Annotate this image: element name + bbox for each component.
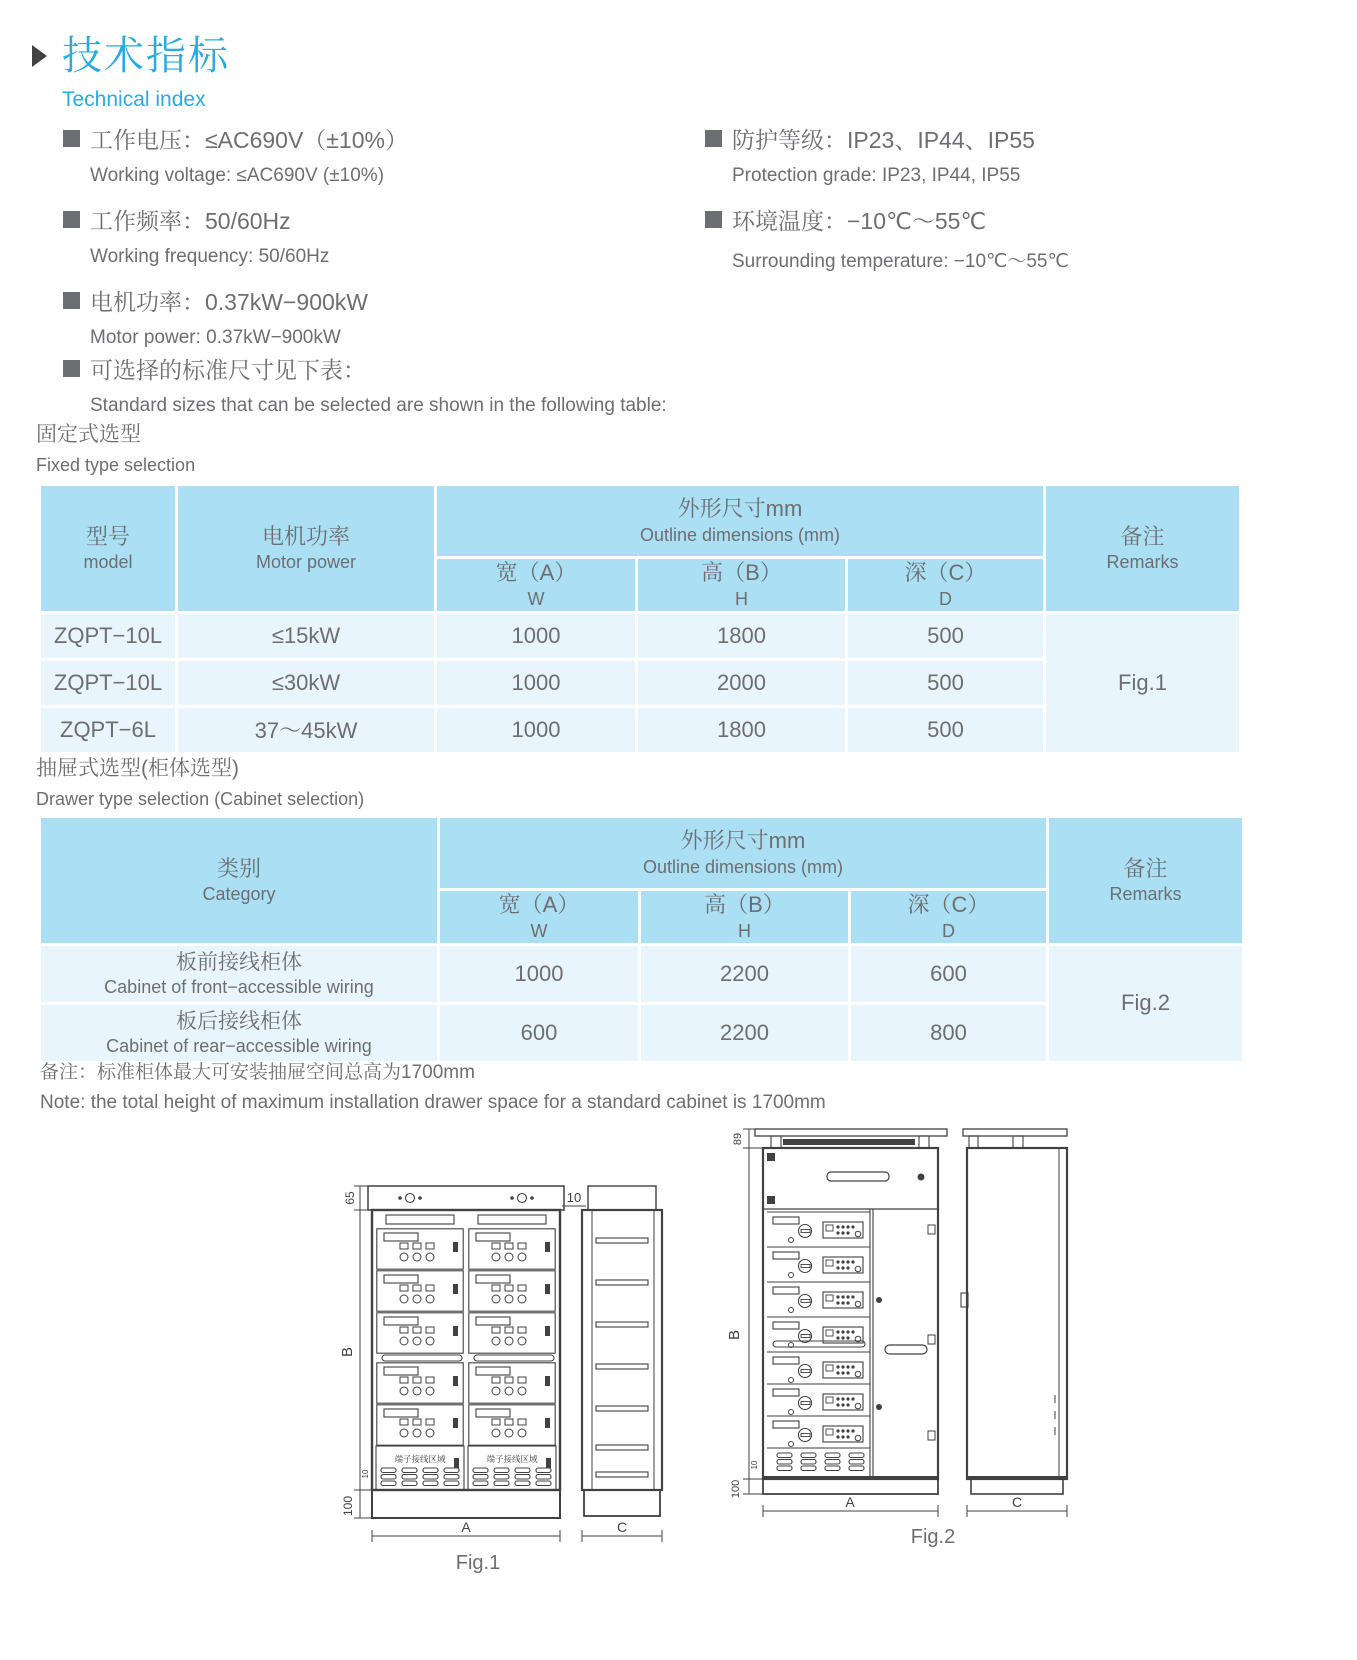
header-en: D [939, 588, 952, 609]
cabinet-side-view [582, 1186, 662, 1516]
table-header-row [41, 818, 1242, 888]
fig2-caption: Fig.2 [910, 1526, 956, 1548]
cell-height: 1800 [638, 708, 845, 752]
col-header-motor-power [178, 486, 434, 611]
fig1-caption: Fig.1 [455, 1552, 501, 1574]
dimension-annotations [726, 1129, 1067, 1517]
square-bullet-icon [63, 130, 80, 147]
table-header-row [41, 486, 1239, 556]
header-zh: 类别 [216, 855, 261, 881]
cell-height: 1800 [638, 614, 845, 658]
spec-en-text: Surrounding temperature: −10℃～55℃ [732, 251, 1069, 272]
col-header-remarks [1049, 818, 1242, 943]
section-title-en: Fixed type selection [36, 455, 196, 475]
header-en: W [527, 588, 545, 609]
cell-power: ≤15kW [178, 614, 434, 658]
square-bullet-icon [63, 211, 80, 228]
section-title-zh: 固定式选型 [36, 423, 141, 446]
dim-height-B: B [726, 1329, 743, 1341]
cabinet-door-panel [876, 1225, 935, 1440]
dim-width-A: A [461, 1519, 471, 1535]
spec-en-text: Working frequency: 50/60Hz [90, 246, 330, 267]
cell-remark: Fig.2 [1049, 946, 1242, 1061]
col-header-outline-dimensions [437, 486, 1043, 556]
category-en: Cabinet of rear−accessible wiring [106, 1035, 372, 1056]
col-header-width [437, 559, 635, 611]
col-header-height [641, 891, 848, 943]
header-en: Outline dimensions (mm) [642, 856, 844, 877]
header-zh: 高（B） [701, 560, 782, 585]
col-header-model [41, 486, 175, 611]
header-en: H [738, 920, 751, 941]
spec-zh-text: 工作频率：50/60Hz [90, 208, 291, 234]
cell-width: 1000 [437, 661, 635, 705]
dim-gap-10: 10 [566, 1190, 582, 1205]
spec-en-text: Standard sizes that can be selected are shown in the following table: [90, 395, 667, 416]
cell-depth: 500 [848, 614, 1043, 658]
spec-standard-sizes [63, 352, 667, 417]
spec-zh-text: 防护等级：IP23、IP44、IP55 [732, 127, 1035, 153]
drawer-type-section-title [36, 752, 364, 810]
header-en: Remarks [1106, 552, 1179, 573]
cell-category [41, 1005, 437, 1061]
spec-column-left [63, 122, 408, 365]
cell-model: ZQPT−10L [41, 614, 175, 658]
spec-en-text: Motor power: 0.37kW−900kW [90, 327, 341, 348]
square-bullet-icon [63, 360, 80, 377]
header-zh: 深（C） [907, 892, 990, 917]
dim-width-A: A [845, 1494, 855, 1510]
header-en: Category [202, 884, 276, 905]
cell-height: 2000 [638, 661, 845, 705]
cell-power: ≤30kW [178, 661, 434, 705]
footnote-en: Note: the total height of maximum installation drawer space for a standard cabinet is 1700mm [40, 1092, 826, 1113]
header-zh: 备注 [1123, 855, 1168, 881]
header-en: model [83, 552, 133, 573]
cell-model: ZQPT−10L [41, 661, 175, 705]
category-zh: 板前接线柜体 [176, 950, 302, 974]
cell-depth: 800 [851, 1005, 1046, 1061]
header-zh: 型号 [85, 523, 130, 549]
spec-motor-power [63, 284, 408, 349]
cell-depth: 500 [848, 708, 1043, 752]
vent-section [777, 1453, 864, 1471]
header-en: Motor power [255, 552, 357, 573]
category-zh: 板后接线柜体 [176, 1009, 302, 1033]
col-header-width [440, 891, 638, 943]
dim-height-B: B [339, 1346, 356, 1358]
square-bullet-icon [705, 211, 722, 228]
cell-remark: Fig.1 [1046, 614, 1239, 752]
cell-height: 2200 [641, 1005, 848, 1061]
dim-depth-C: C [1011, 1494, 1023, 1510]
page-title: 技术指标 [62, 34, 230, 78]
drawer-type-table [38, 815, 1245, 1064]
spec-zh-text: 可选择的标准尺寸见下表： [90, 357, 366, 383]
cell-width: 600 [440, 1005, 638, 1061]
fig1-fixed-cabinet-drawing [330, 1140, 680, 1575]
cell-depth: 600 [851, 946, 1046, 1002]
col-header-depth [848, 559, 1043, 611]
header-en: H [735, 588, 748, 609]
cabinet-front-view [755, 1129, 947, 1494]
spec-working-voltage [63, 122, 408, 187]
fixed-type-table [38, 483, 1242, 755]
spec-working-frequency [63, 203, 408, 268]
terminal-wiring-compartment [376, 1446, 556, 1490]
cell-power: 37～45kW [178, 708, 434, 752]
dim-depth-C: C [616, 1519, 628, 1535]
cell-width: 1000 [440, 946, 638, 1002]
table-footnote [40, 1057, 826, 1114]
section-title-en: Drawer type selection (Cabinet selection) [36, 789, 365, 809]
square-bullet-icon [705, 130, 722, 147]
header-zh: 外形尺寸mm [680, 828, 806, 853]
header-en: W [530, 920, 548, 941]
spec-protection-grade [705, 122, 1069, 187]
terminal-area-label: 端子接线区域 [486, 1454, 538, 1464]
cabinet-side-view [961, 1129, 1067, 1494]
spec-zh-text: 工作电压：≤AC690V（±10%） [90, 127, 408, 153]
header-zh: 宽（A） [498, 892, 580, 917]
spec-surrounding-temperature [705, 203, 1069, 273]
fixed-type-section-title [36, 418, 195, 476]
spec-zh-text: 电机功率：0.37kW−900kW [90, 289, 368, 315]
header-zh: 备注 [1120, 523, 1165, 549]
header-zh: 外形尺寸mm [677, 496, 803, 521]
section-title-zh: 抽屉式选型(柜体选型) [36, 757, 239, 780]
cell-model: ZQPT−6L [41, 708, 175, 752]
spec-en-text: Protection grade: IP23, IP44, IP55 [732, 165, 1021, 186]
spec-zh-text: 环境温度：−10℃～55℃ [732, 208, 987, 234]
cabinet-front-view [368, 1186, 564, 1518]
header-zh: 深（C） [904, 560, 987, 585]
header-en: Remarks [1109, 884, 1182, 905]
page-subtitle: Technical index [62, 88, 206, 111]
spec-en-text: Working voltage: ≤AC690V (±10%) [90, 165, 385, 186]
col-header-outline-dimensions [440, 818, 1046, 888]
header-en: Outline dimensions (mm) [639, 524, 841, 545]
fig2-drawer-cabinet-drawing [715, 1095, 1105, 1555]
dim-vent-10: 10 [750, 1460, 759, 1470]
col-header-remarks [1046, 486, 1239, 611]
header-zh: 高（B） [704, 892, 785, 917]
table-row [41, 946, 1242, 1002]
cell-width: 1000 [437, 614, 635, 658]
cell-height: 2200 [641, 946, 848, 1002]
table-row [41, 614, 1239, 658]
cell-depth: 500 [848, 661, 1043, 705]
dim-top-65: 65 [343, 1191, 357, 1205]
header-en: D [942, 920, 955, 941]
category-en: Cabinet of front−accessible wiring [104, 976, 374, 997]
header-zh: 宽（A） [495, 560, 577, 585]
col-header-height [638, 559, 845, 611]
spec-column-right [705, 122, 1069, 289]
dim-vent-10: 10 [361, 1469, 370, 1479]
cell-width: 1000 [437, 708, 635, 752]
square-bullet-icon [63, 292, 80, 309]
dim-top-89: 89 [732, 1132, 744, 1146]
page-header [32, 34, 230, 112]
cell-category [41, 946, 437, 1002]
col-header-category [41, 818, 437, 943]
header-zh: 电机功率 [261, 523, 350, 549]
terminal-area-label: 端子接线区域 [394, 1454, 446, 1464]
dim-plinth-100: 100 [341, 1495, 355, 1517]
col-header-depth [851, 891, 1046, 943]
dim-plinth-100: 100 [730, 1479, 742, 1499]
footnote-zh: 备注：标准柜体最大可安装抽屉空间总高为1700mm [40, 1062, 475, 1083]
section-arrow-icon [32, 45, 47, 67]
